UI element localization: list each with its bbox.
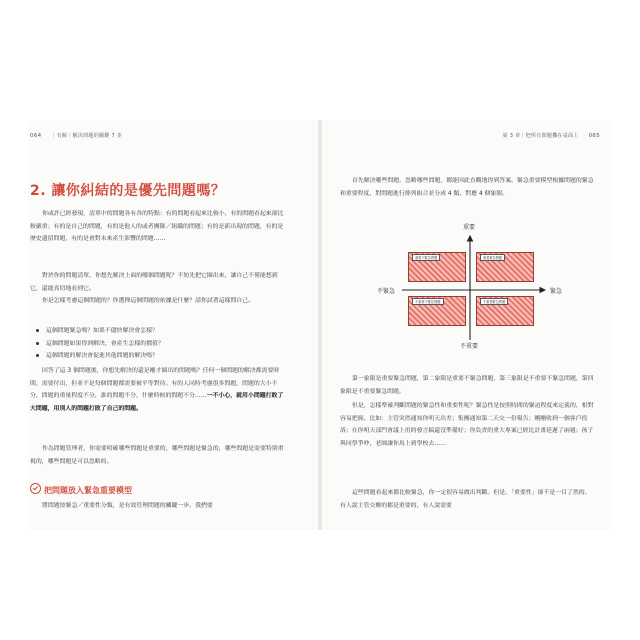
right-page-content: [320, 120, 640, 530]
emphasis-text: 一不小心，就用小問題打敗了大問題，用別人的問題打敗了自己的問題。: [30, 393, 284, 412]
bullet-dot: [36, 329, 39, 332]
list-item: 這個問題如果得到解決，會產生怎樣的價值？: [30, 338, 285, 351]
quadrant-paragraph: 第一象限是重要緊急問題，第二象限是重要不緊急問題，第三象限是不重要不緊急問題，第四象限是不重要緊急問題。: [340, 376, 594, 395]
right-running-title: 第 3 章｜把所有問題攤在桌面上: [502, 133, 579, 139]
paragraph-1: 你或許已經發現，清單中的問題各有各的特點：有的問題看起來比較小，有的問題看起來卻比較嚴重；有的是自己的問題，有的是他人的或者團隊／組織的問題；有的是新出現的問題，有的是歷史遺留問題，有的是會對未來產生影響的問題……: [30, 211, 284, 243]
left-page-number: 064: [30, 133, 42, 139]
quadrant-important-not-urgent: 重要不緊急問題: [408, 252, 466, 282]
list-item: 這個問題緊急嗎？如果不儘快解決會怎樣？: [30, 325, 285, 338]
quadrant-not-important-urgent: 不重要緊急問題: [476, 296, 534, 326]
paragraph-2: 對於你的問題清單，你想先解決上面的哪個問題呢？不妨先把它圈出來，讓自己不僅能想到它，還能真切地看到它。: [30, 273, 278, 292]
right-running-header: [503, 132, 600, 139]
list-item: 這個問題的解決會促進其他問題的解決嗎？: [30, 350, 285, 363]
paragraph-5: 作為問題管理者，你需要明確哪些問題是重要的，哪些問題是緊急的，哪些問題是需要特別重視的，哪些問題是可以忽略的。: [30, 446, 284, 465]
bullet-dot: [36, 354, 39, 357]
axis-label-urgent: 緊急: [550, 288, 563, 295]
check-circle-icon: [30, 483, 41, 494]
chapter-heading: 2. 讓你糾結的是優先問題嗎？: [30, 183, 226, 199]
left-page-content: [0, 120, 320, 530]
axis-label-important: 重要: [463, 224, 476, 231]
intro-paragraph: 首先解決哪些問題，忽略哪些問題，都能因此直觀地得到答案。緊急重要模型根據問題的緊急和重要程度，對問題進行排列組合並分成 4 類，對應 4 個象限。: [340, 178, 594, 197]
axis-label-not-urgent: 不緊急: [377, 288, 396, 295]
paragraph-6: 將問題按緊急／重要性分類，是有效管理問題的關鍵一步。我們要: [42, 503, 213, 509]
right-page-number: 065: [588, 133, 600, 139]
judgement-paragraph: 但是，怎樣準確判斷問題的緊急性和重要性呢？緊急性是按照時間的緊迫程度來定義的，相對容易把握。比如：主管突然通知你明天出差；集團通知第二天交一份報告；剛剛收到一個客戶投訴；在你明天部門會議上用的發言稿還沒準備好；你負責的重大專案已經比計畫延遲了兩週；孩子與同學爭吵，老師讓你馬上到學校去……: [340, 403, 594, 447]
left-running-title: ｜有解｜解決問題的關鍵 7 步: [51, 133, 123, 139]
paragraph-3: 你是怎樣考慮這個問題的？你選擇這個問題的依據是什麼？請你試著這樣問自己。: [42, 298, 255, 304]
closing-paragraph: 這些問題看起來都比較緊急，你一定很容易做出判斷。但是，「重要性」卻不是一目了然的。有人說主管交辦的都是重要的，有人說需要: [340, 490, 591, 509]
quadrant-important-urgent: 重要緊急問題: [476, 252, 534, 282]
paragraph-4: 回答了這 3 個問題後，你想先解決的還是剛才圈出的問題嗎？任何一個問題的解決都需要時間，需要付出，但並不是每個問題都需要被平等對待。有的人同時考慮很多問題，問題的大小不分，問題的重量程度不分，誰的問題不分，什麼時候的問題不分……一不小心，就用小問題打敗了大問題，用別人的問題打敗了自己的問題。: [30, 368, 284, 412]
bullet-dot: [36, 342, 39, 345]
question-list: [30, 325, 285, 363]
quadrant-not-important-not-urgent: 不重要不緊急問題: [408, 296, 466, 326]
urgency-importance-matrix: [360, 224, 580, 350]
left-running-header: [30, 132, 122, 139]
axis-label-not-important: 不重要: [460, 343, 479, 350]
section-subheading: 把問題放入緊急重要模型: [30, 483, 132, 496]
